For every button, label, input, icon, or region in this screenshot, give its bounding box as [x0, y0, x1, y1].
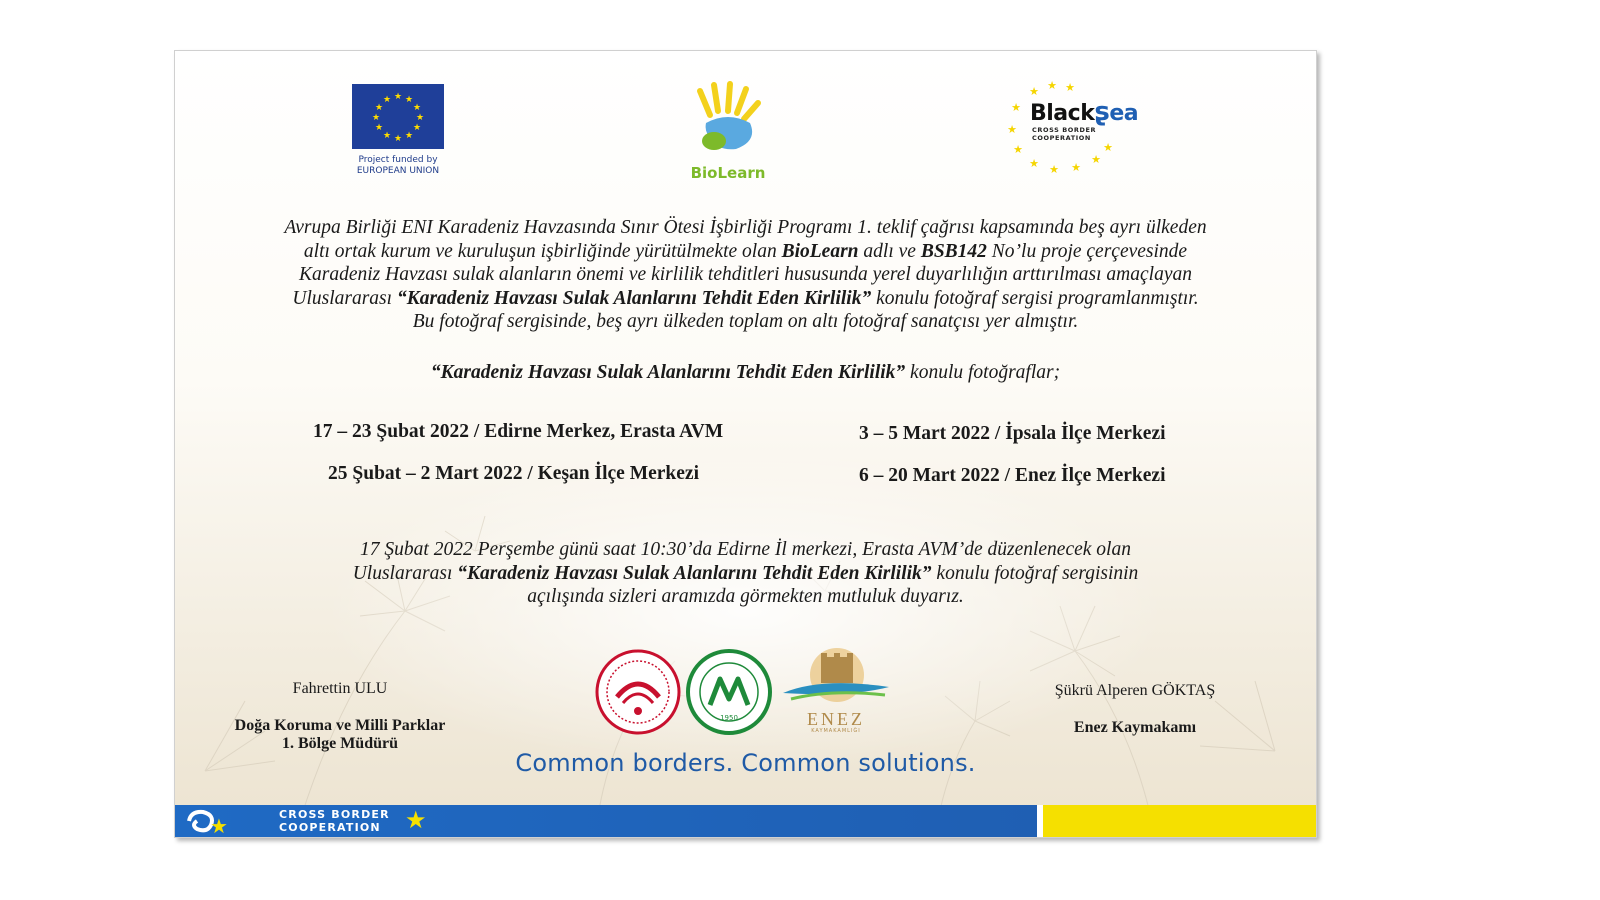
invitation-paragraph [235, 538, 1256, 609]
svg-text:★: ★ [1013, 143, 1023, 156]
svg-text:★: ★ [393, 134, 403, 144]
swirl-icon [181, 807, 228, 838]
svg-text:★: ★ [1047, 79, 1057, 92]
blacksea-black-text: Black [1030, 101, 1095, 126]
intro-line1: Avrupa Birliği ENI Karadeniz Havzasında Sınır Ötesi İşbirliği Programı 1. teklif çağrısı kapsamında beş ayrı ülkeden [284, 217, 1207, 238]
eu-flag-icon [352, 84, 444, 149]
eu-caption-line2: EUROPEAN UNION [356, 166, 440, 176]
footer-star-icon: ★ [405, 806, 427, 834]
footer-label: CROSS BORDER COOPERATION [279, 808, 390, 834]
biolearn-logo [683, 81, 773, 181]
intro-line2: altı ortak kurum ve kuruluşun işbirliğinde yürütülmekte olan BioLearn adlı ve BSB142 No’lu proje çerçevesinde [303, 240, 1188, 262]
signature-left-title1: Doğa Koruma ve Milli Parklar [234, 717, 446, 734]
enez-logo [781, 647, 891, 737]
svg-text:★: ★ [382, 95, 392, 105]
dkmp-year: 1950 [720, 714, 738, 722]
blacksea-logo [1004, 81, 1144, 176]
blacksea-sea-text: ea [1109, 101, 1139, 126]
blacksea-sub2: COOPERATION [1032, 134, 1091, 142]
svg-text:★: ★ [412, 103, 422, 113]
enez-castle-icon [781, 647, 891, 705]
svg-text:★: ★ [1103, 141, 1113, 154]
eu-caption-line1: Project funded by [358, 155, 438, 165]
svg-text:★: ★ [412, 123, 422, 133]
schedule-item-ipsala: 3 – 5 Mart 2022 / İpsala İlçe Merkezi [859, 423, 1166, 444]
intro-line5: Bu fotoğraf sergisinde, beş ayrı ülkeden toplam on altı fotoğraf sanatçısı yer almıştır. [412, 311, 1079, 332]
svg-text:★: ★ [404, 131, 414, 141]
signature-right [1025, 682, 1245, 737]
intro-line4: Uluslararası “Karadeniz Havzası Sulak Alanlarını Tehdit Eden Kirlilik” konulu fotoğraf sergisi programlanmıştır. [292, 287, 1199, 309]
dkmp-seal-icon [686, 649, 772, 735]
footer-yellow-band [1043, 805, 1316, 837]
svg-text:★: ★ [1011, 101, 1021, 114]
svg-text:★: ★ [1029, 85, 1039, 98]
svg-text:★: ★ [374, 123, 384, 133]
svg-text:★: ★ [393, 92, 403, 102]
svg-text:★: ★ [374, 103, 384, 113]
svg-text:★: ★ [415, 113, 425, 123]
invite-line2: Uluslararası “Karadeniz Havzası Sulak Alanlarını Tehdit Eden Kirlilik” konulu fotoğraf sergisinin [352, 562, 1139, 584]
svg-text:★: ★ [1049, 163, 1059, 176]
signature-left [215, 680, 465, 753]
photos-subheading: “Karadeniz Havzası Sulak Alanlarını Tehdit Eden Kirlilik” konulu fotoğraflar; [430, 362, 1061, 383]
hand-leaf-icon [688, 81, 768, 159]
enez-sub: KAYMAKAMLIĞI [811, 728, 861, 734]
svg-text:★: ★ [1091, 153, 1101, 166]
blacksea-sub1: CROSS BORDER [1032, 126, 1097, 134]
svg-text:★: ★ [382, 131, 392, 141]
svg-text:★: ★ [1065, 81, 1075, 94]
invitation-card [174, 50, 1317, 838]
schedule-item-enez: 6 – 20 Mart 2022 / Enez İlçe Merkezi [859, 465, 1166, 486]
schedule-item-kesan: 25 Şubat – 2 Mart 2022 / Keşan İlçe Merkezi [328, 463, 699, 484]
eu-logo [352, 84, 444, 176]
intro-line3: Karadeniz Havzası sulak alanların önemi ve kirlilik tehditleri hususunda yerel duyarlılığın arttırılması amaçlayan [299, 264, 1192, 285]
svg-text:★: ★ [404, 95, 414, 105]
footer-bar [175, 805, 1316, 837]
signature-right-title: Enez Kaymakamı [1073, 719, 1197, 736]
signature-right-name: Şükrü Alperen GÖKTAŞ [1054, 682, 1216, 699]
signature-left-title2: 1. Bölge Müdürü [281, 735, 398, 752]
svg-text:★: ★ [1071, 161, 1081, 174]
svg-text:★: ★ [1029, 157, 1039, 170]
signature-left-name: Fahrettin ULU [292, 680, 388, 697]
biolearn-wordmark: BioLearn [690, 164, 766, 182]
svg-text:★: ★ [371, 113, 381, 123]
seahorse-icon: ʂ [1094, 97, 1110, 127]
intro-paragraph [215, 216, 1276, 334]
svg-text:★: ★ [1007, 123, 1017, 136]
schedule-item-edirne: 17 – 23 Şubat 2022 / Edirne Merkez, Erasta AVM [313, 421, 724, 442]
invite-line3: açılışında sizleri aramızda görmekten mutluluk duyarız. [527, 586, 964, 607]
enez-wordmark: ENEZ [807, 709, 865, 729]
ministry-seal-icon [595, 649, 681, 735]
invite-line1: 17 Şubat 2022 Perşembe günü saat 10:30’da Edirne İl merkezi, Erasta AVM’de düzenlenecek olan [360, 539, 1131, 560]
slogan: Common borders. Common solutions. [515, 749, 976, 777]
svg-text:★: ★ [210, 814, 228, 838]
